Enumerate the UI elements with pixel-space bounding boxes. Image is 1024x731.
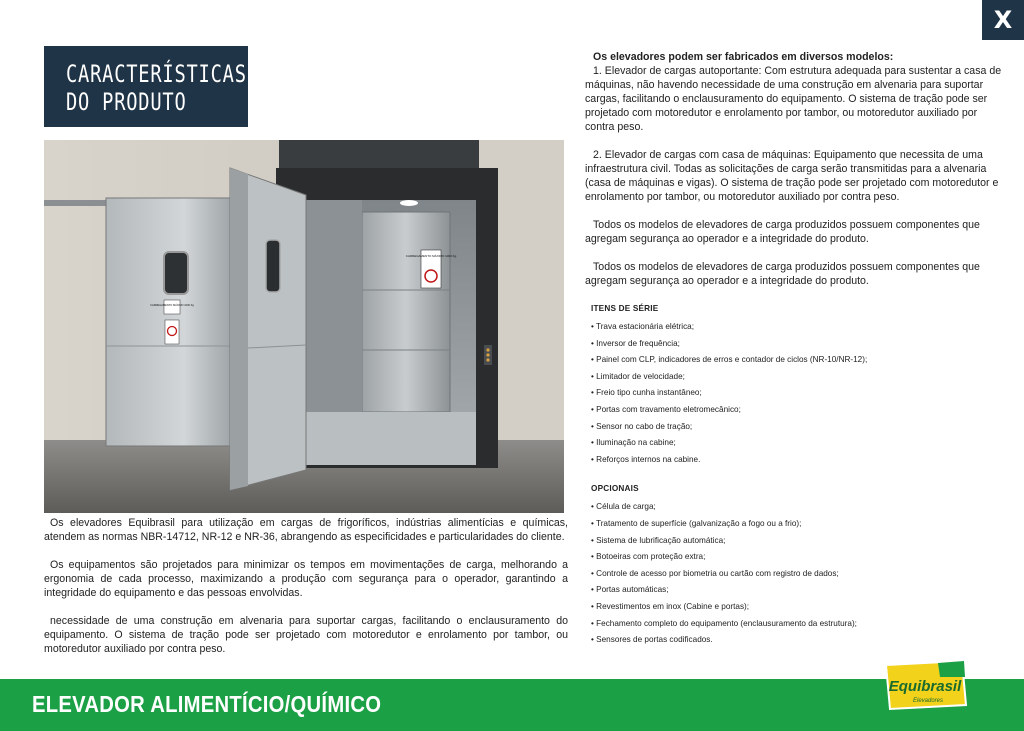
model-1-paragraph: 1. Elevador de cargas autoportante: Com estrutura adequada para sustentar a casa de máquinas, não havendo necessidade de uma construção em alvenaria para suportar cargas, facilitando o enclausuramento do equipamento. O sistema de tração pode ser projetado com motoredutor e enrolamento por tambor, ou motoredutor auxiliado por contra peso.	[585, 65, 1002, 133]
left-paragraph-3: necessidade de uma construção em alvenaria para suportar cargas, facilitando o enclausuramento do equipamento. O sistema de tração pode ser projetado com motoredutor e enrolamento por tambor, ou motoredutor auxiliado por contra peso.	[44, 615, 568, 655]
section-title-line-2: DO PRODUTO	[66, 88, 187, 116]
list-item: • Botoeiras com proteção extra;	[591, 549, 1005, 566]
list-item: • Célula de carga;	[591, 499, 1005, 516]
equibrasil-logo	[880, 655, 970, 715]
list-item: • Portas automáticas;	[591, 582, 1005, 599]
list-item: • Sensores de portas codificados.	[591, 632, 1005, 649]
list-item: • Iluminação na cabine;	[591, 435, 1005, 452]
elevator-photo	[44, 140, 564, 513]
door-sign-text: CARREGAMENTO MÁXIMO 1000 Kg	[150, 304, 194, 307]
opcionais-list	[585, 499, 1005, 648]
list-item: • Portas com travamento eletromecânico;	[591, 402, 1005, 419]
section-title-line-1: CARACTERÍSTICAS	[66, 60, 247, 88]
list-item: • Inversor de frequência;	[591, 336, 1005, 353]
logo-brand-text: Equibrasil	[888, 678, 962, 695]
list-item: • Sensor no cabo de tração;	[591, 419, 1005, 436]
list-item: • Controle de acesso por biometria ou cartão com registro de dados;	[591, 566, 1005, 583]
cabin-sign-text: CARREGAMENTO MÁXIMO 1000 Kg	[405, 254, 457, 258]
section-title-box	[44, 46, 248, 127]
safety-paragraph-2: Todos os modelos de elevadores de carga produzidos possuem componentes que agregam segurança ao operador e a integridade do produto.	[585, 261, 980, 287]
close-icon: X	[993, 6, 1013, 34]
footer-bar	[0, 679, 1024, 731]
serie-list	[585, 319, 1005, 468]
logo-sub-text: Elevadores	[912, 698, 944, 704]
opcionais-heading: OPCIONAIS	[591, 484, 639, 494]
list-item: • Trava estacionária elétrica;	[591, 319, 1005, 336]
left-paragraph-2: Os equipamentos são projetados para minimizar os tempos em movimentações de carga, melhorando a ergonomia de cada processo, maximizando a produção com segurança para o operador, garantindo a integridade do equipamento e das pessoas envolvidas.	[44, 559, 568, 599]
right-column	[585, 50, 1005, 663]
list-item: • Tratamento de superfície (galvanização a fogo ou a frio);	[591, 516, 1005, 533]
list-item: • Painel com CLP, indicadores de erros e contador de ciclos (NR-10/NR-12);	[591, 352, 1005, 369]
list-item: • Limitador de velocidade;	[591, 369, 1005, 386]
model-2-paragraph: 2. Elevador de cargas com casa de máquinas: Equipamento que necessita de uma infraestrutura civil. Todas as solicitações de carga serão transmitidas para a alvenaria (casa de máquinas e vigas). O sistema de tração pode ser projetado com motoredutor e enrolamento por tambor, ou motoredutor auxiliado por contra peso.	[585, 149, 999, 203]
list-item: • Revestimentos em inox (Cabine e portas);	[591, 599, 1005, 616]
close-button[interactable]	[982, 0, 1024, 40]
left-paragraph-1: Os elevadores Equibrasil para utilização em cargas de frigoríficos, indústrias alimentícias e químicas, atendem as normas NBR-14712, NR-12 e NR-36, abrangendo as especificidades e particularidades do cliente.	[44, 517, 568, 543]
list-item: • Sistema de lubrificação automática;	[591, 533, 1005, 550]
models-heading: Os elevadores podem ser fabricados em diversos modelos:	[593, 51, 894, 63]
list-item: • Reforços internos na cabine.	[591, 452, 1005, 469]
footer-title: ELEVADOR ALIMENTÍCIO/QUÍMICO	[32, 691, 382, 717]
list-item: • Freio tipo cunha instantâneo;	[591, 385, 1005, 402]
serie-heading: ITENS DE SÉRIE	[591, 304, 659, 313]
safety-paragraph-1: Todos os modelos de elevadores de carga produzidos possuem componentes que agregam segurança ao operador e a integridade do produto.	[585, 219, 980, 245]
left-description	[44, 516, 568, 670]
list-item: • Fechamento completo do equipamento (enclausuramento da estrutura);	[591, 616, 1005, 633]
